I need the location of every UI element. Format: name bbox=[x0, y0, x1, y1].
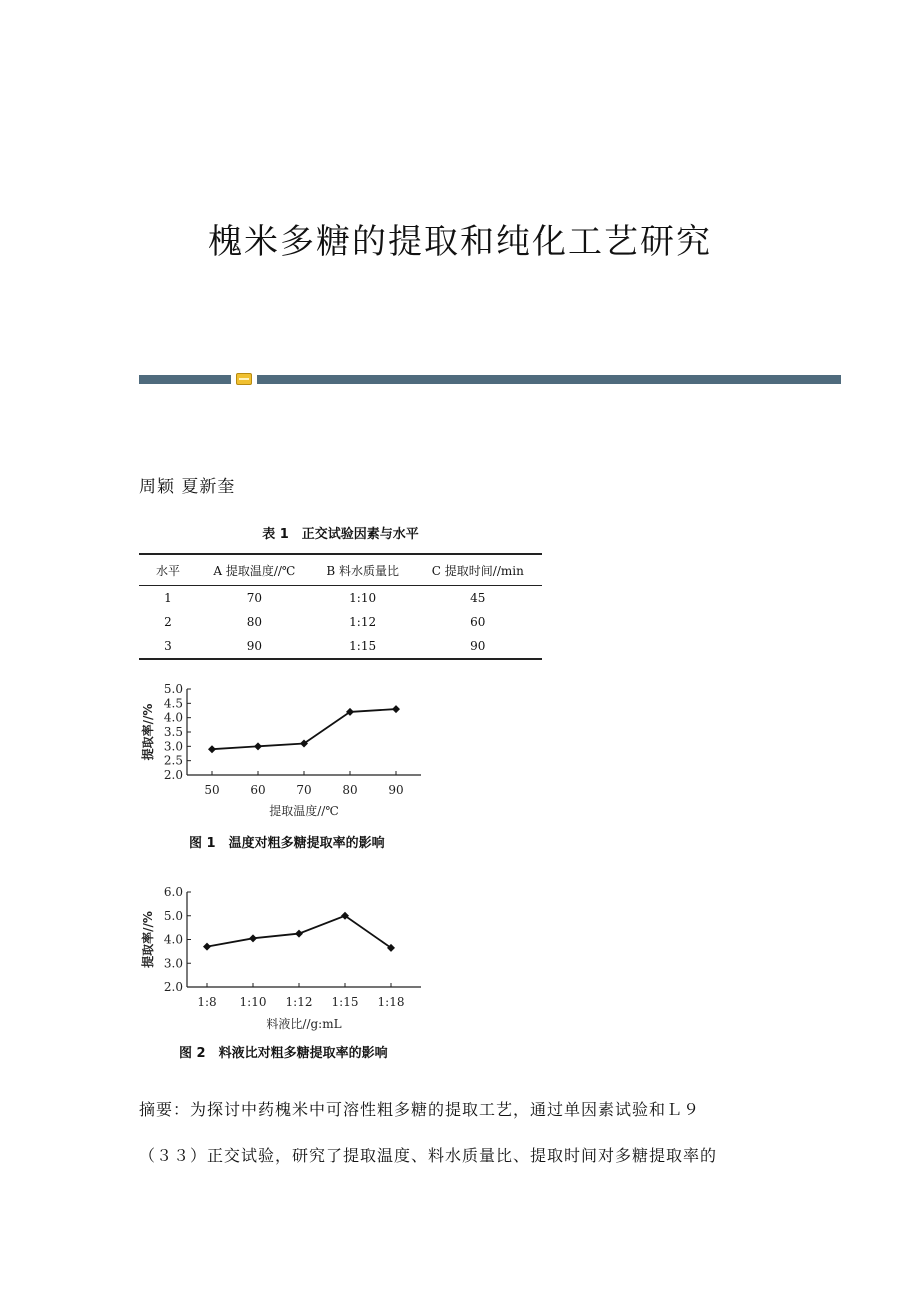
x-tick-label: 90 bbox=[388, 783, 404, 797]
y-tick-label: 2.0 bbox=[163, 768, 183, 782]
x-tick-label: 50 bbox=[204, 783, 220, 797]
x-axis-label: 料液比//g:mL bbox=[266, 1017, 342, 1031]
table-cell: 90 bbox=[197, 634, 312, 659]
table-cell: 90 bbox=[414, 634, 542, 659]
y-tick-label: 2.5 bbox=[163, 753, 183, 768]
abstract-line-2: （３３）正交试验，研究了提取温度、料水质量比、提取时间对多糖提取率的 bbox=[139, 1146, 718, 1165]
table-header-cell: 水平 bbox=[139, 554, 197, 586]
table-cell: 60 bbox=[470, 615, 486, 629]
table-cell: 45 bbox=[470, 591, 486, 605]
x-tick-label: 1:15 bbox=[331, 995, 359, 1009]
data-point bbox=[254, 742, 262, 750]
y-tick-label: 3.5 bbox=[163, 725, 183, 739]
y-tick-label: 2.0 bbox=[163, 980, 183, 994]
title-divider bbox=[139, 375, 841, 384]
table-row bbox=[139, 634, 542, 659]
table-header-cell: C 提取时间//min bbox=[414, 554, 542, 586]
data-point bbox=[208, 745, 216, 753]
paper-title: 槐米多糖的提取和纯化工艺研究 bbox=[208, 222, 712, 262]
x-tick-label: 60 bbox=[250, 783, 266, 797]
figure-caption: 图 1 温度对粗多糖提取率的影响 bbox=[189, 836, 385, 851]
envelope-icon bbox=[236, 373, 252, 385]
divider-bar-right bbox=[257, 375, 841, 384]
orthogonal-factor-table bbox=[139, 553, 542, 660]
y-tick-label: 6.0 bbox=[163, 885, 183, 899]
x-axis-label: 提取温度//℃ bbox=[269, 804, 339, 818]
abstract-line-1: 摘要：为探讨中药槐米中可溶性粗多糖的提取工艺，通过单因素试验和Ｌ９ bbox=[139, 1100, 701, 1119]
table-caption: 表 1 正交试验因素与水平 bbox=[262, 527, 419, 542]
x-tick-label: 1:18 bbox=[377, 995, 405, 1009]
y-axis-label: 提取率//% bbox=[141, 911, 155, 968]
divider-bar-left bbox=[139, 375, 231, 384]
table-header-cell: A 提取温度//℃ bbox=[197, 554, 312, 586]
table-cell: 2 bbox=[164, 615, 172, 629]
authors: 周颖 夏新奎 bbox=[139, 477, 236, 497]
table-header-cell: B 料水质量比 bbox=[312, 554, 414, 586]
x-tick-label: 1:8 bbox=[197, 995, 217, 1009]
y-tick-label: 4.5 bbox=[163, 696, 183, 711]
data-point bbox=[249, 934, 257, 942]
table-cell: 80 bbox=[246, 615, 262, 629]
y-tick-label: 5.0 bbox=[163, 682, 183, 696]
data-point bbox=[203, 943, 211, 951]
y-tick-label: 4.0 bbox=[163, 710, 183, 725]
x-tick-label: 80 bbox=[342, 783, 358, 797]
x-tick-label: 1:12 bbox=[285, 995, 313, 1009]
table-header-row bbox=[139, 554, 542, 586]
y-tick-label: 3.0 bbox=[163, 739, 183, 754]
data-point bbox=[392, 705, 400, 713]
x-tick-label: 70 bbox=[296, 783, 312, 797]
y-tick-label: 3.0 bbox=[163, 956, 183, 971]
table-cell: 70 bbox=[246, 591, 262, 605]
table-row bbox=[139, 586, 542, 611]
table-cell: 1:12 bbox=[349, 615, 377, 629]
table-row bbox=[139, 610, 542, 634]
table-cell: 3 bbox=[139, 634, 197, 659]
x-tick-label: 1:10 bbox=[239, 995, 267, 1009]
y-tick-label: 4.0 bbox=[163, 932, 183, 947]
table-cell: 1:10 bbox=[349, 591, 377, 605]
data-point bbox=[295, 930, 303, 938]
y-axis-label: 提取率//% bbox=[141, 703, 155, 761]
figure-2-ratio-chart bbox=[139, 880, 459, 1065]
table-cell: 1 bbox=[164, 591, 172, 605]
figure-caption: 图 2 料液比对粗多糖提取率的影响 bbox=[179, 1046, 388, 1061]
figure-1-temperature-chart bbox=[139, 676, 459, 856]
table-cell: 1:15 bbox=[312, 634, 414, 659]
y-tick-label: 5.0 bbox=[163, 908, 183, 923]
